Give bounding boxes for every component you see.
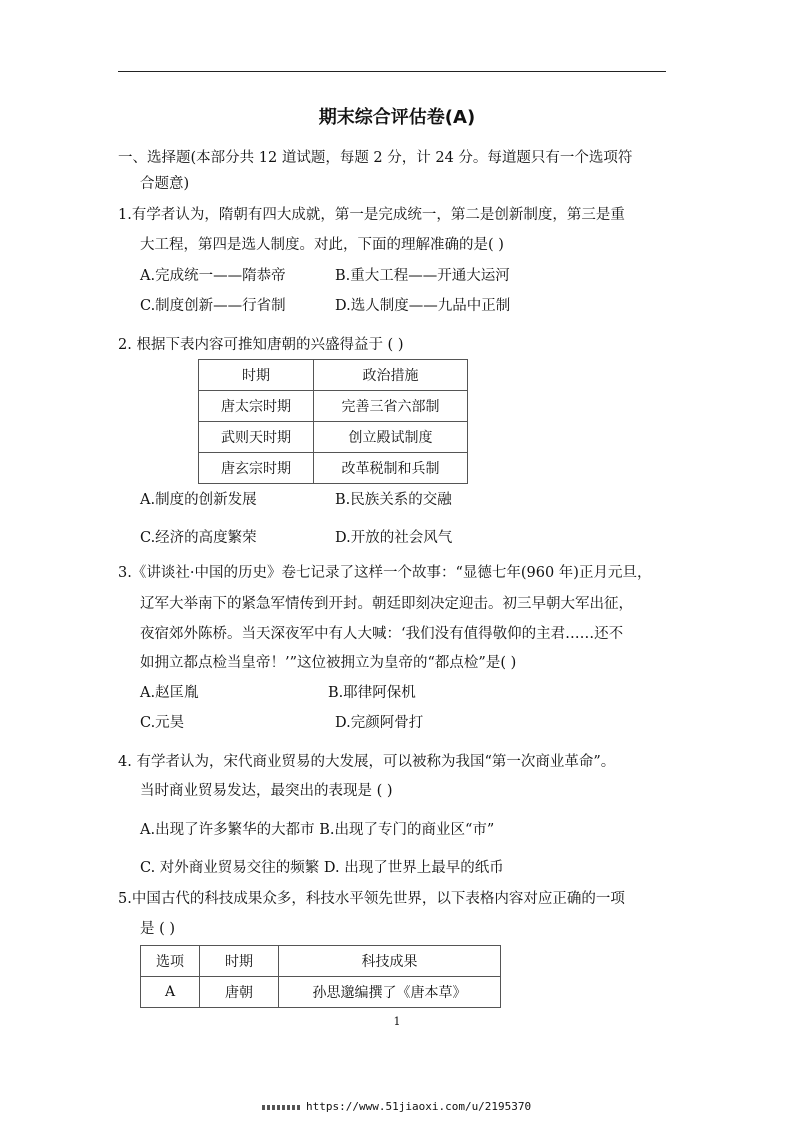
q4-options-line1: A.出现了许多繁华的大都市 B.出现了专门的商业区“市” (140, 822, 495, 838)
table-header-cell: 时期 (199, 360, 314, 391)
q1-stem-line2: 大工程，第四是选人制度。对此，下面的理解准确的是( ) (140, 237, 504, 253)
table-row (141, 977, 501, 1008)
table-cell: 完善三省六部制 (314, 391, 468, 422)
q4-stem-line2: 当时商业贸易发达，最突出的表现是 ( ) (140, 783, 393, 799)
q2-stem: 2. 根据下表内容可推知唐朝的兴盛得益于 ( ) (118, 337, 404, 353)
table-cell: 唐太宗时期 (199, 391, 314, 422)
q3-stem-line3: 夜宿郊外陈桥。当天深夜军中有人大喊：‘我们没有值得敬仰的主君……还不 (140, 626, 624, 642)
table-header-cell: 时期 (200, 946, 279, 977)
table-cell: 唐朝 (200, 977, 279, 1008)
table-header-row (199, 360, 468, 391)
q1-option-c: C.制度创新——行省制 (140, 298, 286, 314)
header-rule (118, 71, 666, 72)
q2-table (198, 359, 468, 484)
table-row (199, 453, 468, 484)
q2-option-b: B.民族关系的交融 (335, 492, 452, 508)
q5-stem-line2: 是 ( ) (140, 921, 176, 937)
table-cell: 武则天时期 (199, 422, 314, 453)
q1-option-b: B.重大工程——开通大运河 (335, 268, 510, 284)
q4-stem-line1: 4. 有学者认为，宋代商业贸易的大发展，可以被称为我国“第一次商业革命”。 (118, 754, 616, 770)
section-heading-line2: 合题意) (140, 176, 190, 192)
q3-option-a: A.赵匡胤 (140, 685, 199, 701)
page-number: 1 (393, 1015, 401, 1028)
table-row (199, 391, 468, 422)
table-row (199, 422, 468, 453)
q5-stem-line1: 5.中国古代的科技成果众多，科技水平领先世界，以下表格内容对应正确的一项 (118, 891, 625, 907)
q3-stem-line2: 辽军大举南下的紧急军情传到开封。朝廷即刻决定迎击。初三早朝大军出征， (140, 596, 633, 612)
q3-stem-line1: 3.《讲谈社·中国的历史》卷七记录了这样一个故事：“显德七年(960 年)正月元旦， (118, 565, 652, 581)
q1-stem-line1: 1.有学者认为，隋朝有四大成就，第一是完成统一，第二是创新制度，第三是重 (118, 207, 625, 223)
q1-option-a: A.完成统一——隋恭帝 (140, 268, 286, 284)
q5-table (140, 945, 501, 1008)
footer-url-link[interactable]: https://www.51jiaoxi.com/u/2195370 (306, 1100, 532, 1113)
q2-option-d: D.开放的社会风气 (335, 530, 453, 546)
table-header-cell: 政治措施 (314, 360, 468, 391)
table-cell: 创立殿试制度 (314, 422, 468, 453)
q3-stem-line4: 如拥立都点检当皇帝！’”这位被拥立为皇帝的“都点检”是( ) (140, 655, 517, 671)
q3-option-c: C.元昊 (140, 715, 185, 731)
table-cell: A (141, 977, 200, 1008)
table-cell: 改革税制和兵制 (314, 453, 468, 484)
table-cell: 孙思邈编撰了《唐本草》 (279, 977, 501, 1008)
footer-logo-icon (262, 1105, 300, 1110)
q2-option-a: A.制度的创新发展 (140, 492, 257, 508)
q3-option-d: D.完颜阿骨打 (335, 715, 424, 731)
page-title: 期末综合评估卷(A) (318, 107, 476, 128)
table-header-cell: 科技成果 (279, 946, 501, 977)
q2-option-c: C.经济的高度繁荣 (140, 530, 257, 546)
q1-option-d: D.选人制度——九品中正制 (335, 298, 511, 314)
footer-watermark (262, 1100, 531, 1113)
table-header-row (141, 946, 501, 977)
q4-options-line2: C. 对外商业贸易交往的频繁 D. 出现了世界上最早的纸币 (140, 860, 504, 876)
section-heading-line1: 一、选择题(本部分共 12 道试题，每题 2 分，计 24 分。每道题只有一个选项符 (118, 150, 633, 166)
q3-option-b: B.耶律阿保机 (328, 685, 416, 701)
table-header-cell: 选项 (141, 946, 200, 977)
table-cell: 唐玄宗时期 (199, 453, 314, 484)
